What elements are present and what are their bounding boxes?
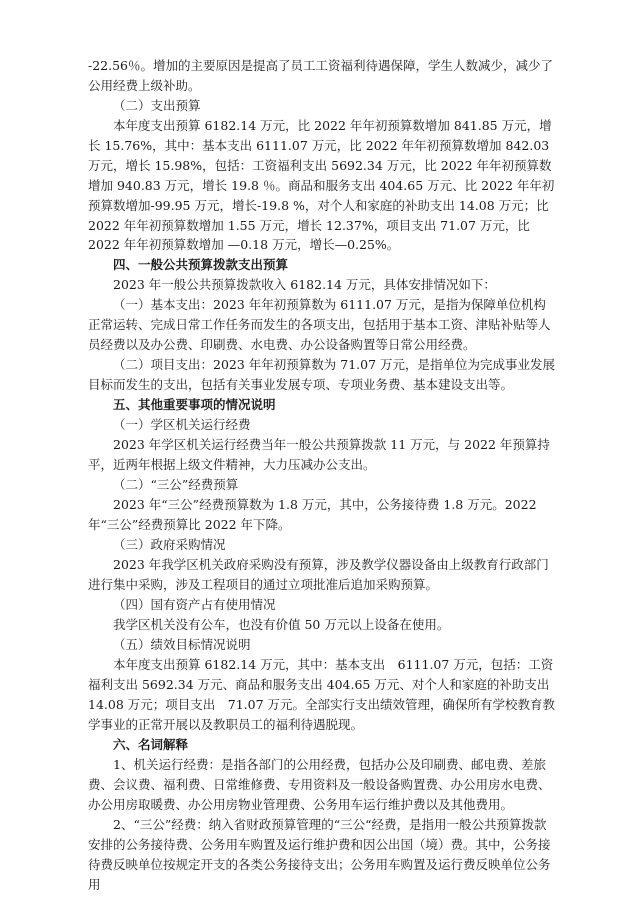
- heading-section-4: 四、一般公共预算拨款支出预算: [113, 257, 289, 272]
- subheading-state-assets: （四）国有资产占有使用情况: [113, 597, 276, 612]
- paragraph-project-expenditure: （二）项目支出：2023 年年初预算数为 71.07 万元，是指单位为完成事业发展目标而发生的支出，包括有关事业发展专项、专项业务费、基本建设支出等。: [88, 357, 556, 392]
- paragraph-income-change: -22.56％。增加的主要原因是提高了员工工资福利待遇保障，学生人数减少，减少了公用经费上级补助。: [88, 58, 554, 93]
- paragraph-expenditure-budget: 本年度支出预算 6182.14 万元，比 2022 年年初预算数增加 841.85 万元，增长 15.76%，其中：基本支出 6111.07 万元，比 2022 年年初预算数增加 842.03 万元，增长 15.98%，包括：工资福利支出 5692.34 万元，比 2022 年年初预算数增加 940.83 万元，增长 19.8 ％。商品和服务支出 404.65 万元、比 2022 年年初预算数增加-99.95 万元，增长-19.8 %，对个人和家庭的补助支出 14.08 万元；比 2022 年年初预算数增加 1.55 万元，增长 12.37%，项目支出 71.07 万元，比 2022 年年初预算数增加 —0.18 万元，增长—0.25%。: [88, 118, 555, 253]
- paragraph-term-three-public: 2、“三公”经费：纳入省财政预算管理的“三公“经费，是指用一般公共预算拨款安排的公务接待费、公务用车购置及运行维护费和因公出国（境）费。其中，公务接待费反映单位按规定开支的各类公务接待支出；公务用车购置及运行费反映单位公务用: [88, 817, 551, 892]
- paragraph-state-assets: 我学区机关没有公车，也没有价值 50 万元以上设备在使用。: [113, 617, 450, 632]
- paragraph-operating-funds: 2023 年学区机关运行经费当年一般公共预算拨款 11 万元，与 2022 年预算持平，近两年根据上级文件精神，大力压减办公支出。: [88, 437, 550, 472]
- paragraph-general-budget: 2023 年一般公共预算拨款收入 6182.14 万元，具体安排情况如下：: [113, 277, 496, 292]
- paragraph-basic-expenditure: （一）基本支出：2023 年年初预算数为 6111.07 万元，是指为保障单位机构正常运转、完成日常工作任务而发生的各项支出，包括用于基本工资、津贴补贴等人员经费以及办公费、印刷费、水电费、办公设备购置等日常公用经费。: [88, 297, 551, 352]
- paragraph-procurement: 2023 年我学区机关政府采购没有预算，涉及教学仪器设备由上级教育行政部门进行集中采购，涉及工程项目的通过立项批准后追加采购预算。: [88, 557, 549, 592]
- subheading-operating-funds: （一）学区机关运行经费: [113, 417, 251, 432]
- paragraph-three-public: 2023 年“三公”经费预算数为 1.8 万元，其中，公务接待费 1.8 万元。2022 年“三公”经费预算比 2022 年下降。: [88, 497, 537, 532]
- subheading-procurement: （三）政府采购情况: [113, 537, 226, 552]
- paragraph-term-operating: 1、机关运行经费：是指各部门的公用经费，包括办公及印刷费、邮电费、差旅费、会议费、福利费、日常维修费、专用资料及一般设备购置费、办公用房水电费、办公用房取暖费、办公用房物业管理费、公务用车运行维护费以及其他费用。: [88, 757, 551, 812]
- paragraph-performance: 本年度支出预算 6182.14 万元，其中：基本支出 6111.07 万元，包括：工资福利支出 5692.34 万元、商品和服务支出 404.65 万元、对个人和家庭的补助支出 14.08 万元；项目支出 71.07 万元。全部实行支出绩效管理，确保所有学校教育教学事业的正常开展以及教职员工的福利待遇脱现。: [88, 657, 556, 732]
- subheading-three-public: （二）“三公”经费预算: [113, 477, 239, 492]
- heading-section-6: 六、名词解释: [113, 737, 189, 752]
- subheading-expenditure-budget: （二）支出预算: [113, 98, 201, 113]
- heading-section-5: 五、其他重要事项的情况说明: [113, 397, 276, 412]
- subheading-performance: （五）绩效目标情况说明: [113, 637, 251, 652]
